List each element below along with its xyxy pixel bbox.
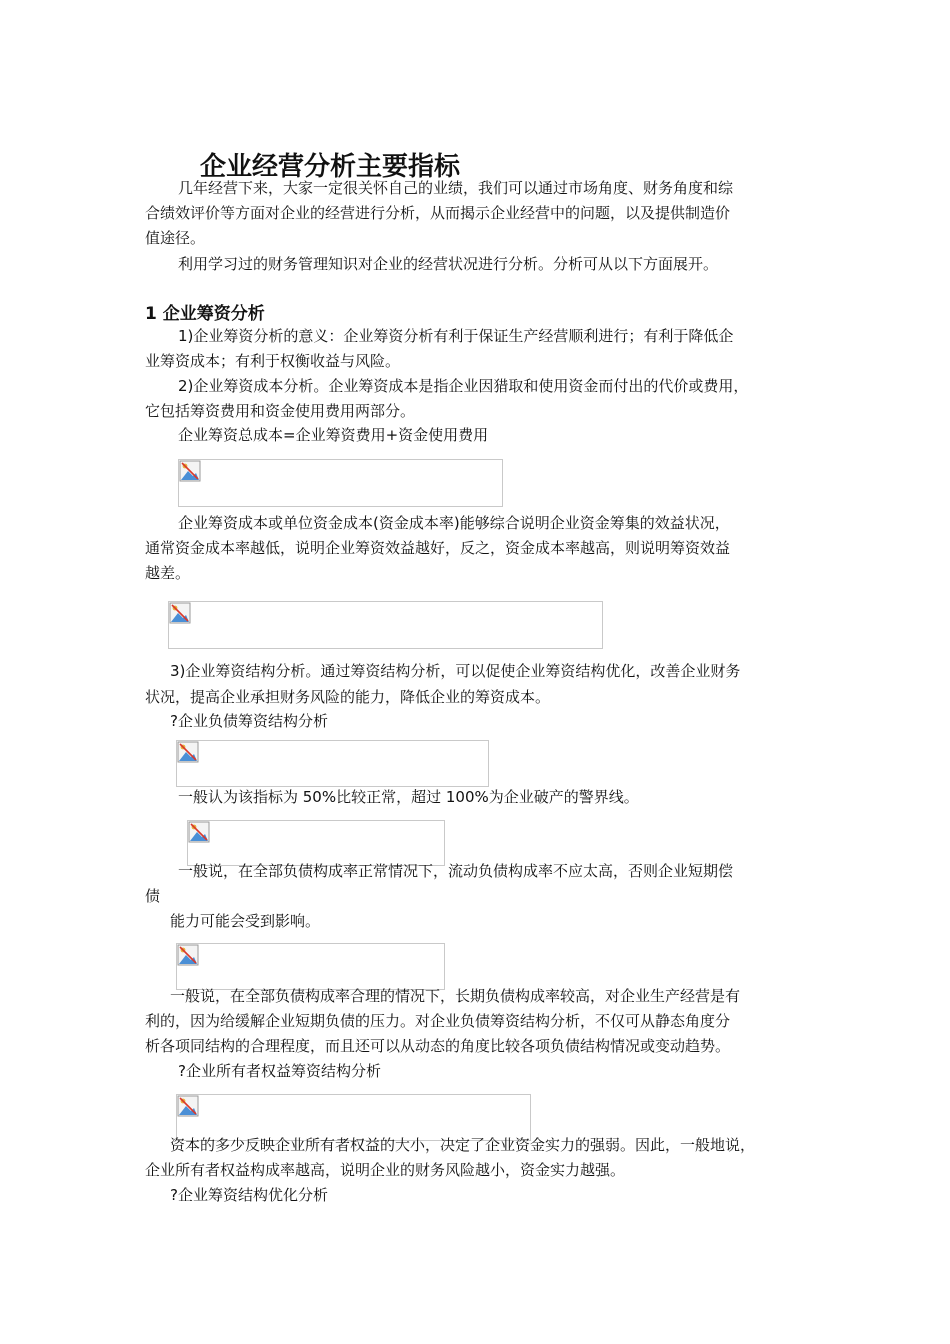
cost-formula: 企业筹资总成本=企业筹资费用+资金使用费用 (178, 426, 489, 444)
item-3-line-2: 状况，提高企业承担财务风险的能力，降低企业的筹资成本。 (145, 688, 551, 706)
debt-ratio-note: 一般认为该指标为 50%比较正常，超过 100%为企业破产的警界线。 (178, 788, 639, 806)
broken-image-icon (179, 460, 201, 482)
capital-line-1: 资本的多少反映企业所有者权益的大小，决定了企业资金实力的强弱。因此，一般地说， (170, 1136, 756, 1154)
intro-paragraph-1-line-1: 几年经营下来，大家一定很关怀自己的业绩，我们可以通过市场角度、财务角度和综 (178, 179, 734, 197)
intro-paragraph-1-line-2: 合绩效评价等方面对企业的经营进行分析，从而揭示企业经营中的问题，以及提供制造价 (145, 204, 731, 222)
broken-image-icon (177, 944, 199, 966)
cost-rate-image-placeholder (168, 601, 603, 649)
section-heading: 1 企业筹资分析 (145, 304, 265, 325)
subheading-structure-optimization: ?企业筹资结构优化分析 (170, 1186, 328, 1204)
current-debt-line-3: 能力可能会受到影响。 (170, 912, 321, 930)
item-2-line-1: 2)企业筹资成本分析。企业筹资成本是指企业因猎取和使用资金而付出的代价或费用， (178, 377, 749, 395)
debt-ratio-image-placeholder (176, 740, 489, 787)
cost-rate-line-2: 通常资金成本率越低，说明企业筹资效益越好，反之，资金成本率越高，则说明筹资效益 (145, 539, 731, 557)
intro-paragraph-1-line-3: 值途径。 (145, 229, 206, 247)
item-2-line-2: 它包括筹资费用和资金使用费用两部分。 (145, 402, 416, 420)
long-debt-line-2: 利的，因为给缓解企业短期负债的压力。对企业负债筹资结构分析，不仅可从静态角度分 (145, 1012, 731, 1030)
broken-image-icon (177, 741, 199, 763)
formula-image-placeholder (178, 459, 503, 507)
capital-line-2: 企业所有者权益构成率越高，说明企业的财务风险越小，资金实力越强。 (145, 1161, 626, 1179)
broken-image-icon (169, 602, 191, 624)
broken-image-icon (188, 821, 210, 843)
current-debt-line-2: 债 (145, 887, 161, 905)
document-title: 企业经营分析主要指标 (200, 152, 461, 183)
long-debt-line-1: 一般说，在全部负债构成率合理的情况下，长期负债构成率较高，对企业生产经营是有 (170, 987, 741, 1005)
subheading-equity-structure: ?企业所有者权益筹资结构分析 (178, 1062, 381, 1080)
subheading-debt-structure: ?企业负债筹资结构分析 (170, 712, 328, 730)
broken-image-icon (177, 1095, 199, 1117)
cost-rate-line-3: 越差。 (145, 564, 191, 582)
item-1-line-1: 1)企业筹资分析的意义：企业筹资分析有利于保证生产经营顺利进行；有利于降低企 (178, 327, 734, 345)
long-debt-line-3: 析各项同结构的合理程度，而且还可以从动态的角度比较各项负债结构情况或变动趋势。 (145, 1037, 731, 1055)
cost-rate-line-1: 企业筹资成本或单位资金成本(资金成本率)能够综合说明企业资金筹集的效益状况， (178, 514, 730, 532)
intro-paragraph-2: 利用学习过的财务管理知识对企业的经营状况进行分析。分析可从以下方面展开。 (178, 255, 719, 273)
item-1-line-2: 业筹资成本；有利于权衡收益与风险。 (145, 352, 401, 370)
current-debt-line-1: 一般说，在全部负债构成率正常情况下，流动负债构成率不应太高，否则企业短期偿 (178, 862, 734, 880)
long-debt-image-placeholder (176, 943, 445, 990)
item-3-line-1: 3)企业筹资结构分析。通过筹资结构分析，可以促使企业筹资结构优化，改善企业财务 (170, 662, 741, 680)
